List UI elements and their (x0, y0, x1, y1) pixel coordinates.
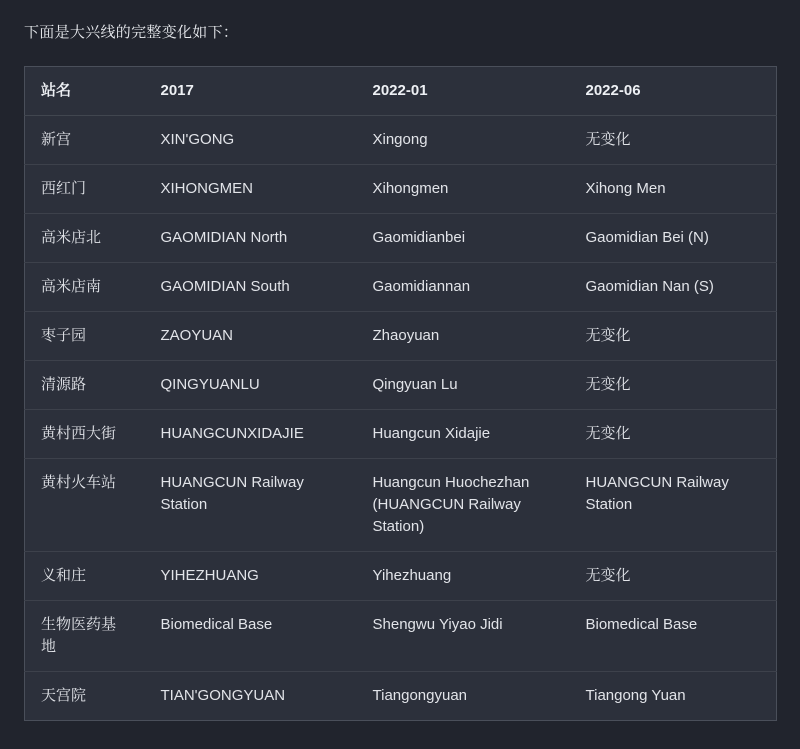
header-cell: 站名 (25, 67, 145, 116)
table-header-row (25, 67, 777, 116)
table-cell: TIAN'GONGYUAN (145, 672, 357, 721)
table-cell: Gaomidian Bei (N) (570, 214, 777, 263)
station-changes-table (24, 66, 777, 721)
page-title: 下面是大兴线的完整变化如下： (24, 24, 239, 41)
table-cell: Biomedical Base (570, 601, 777, 672)
table-row (25, 459, 777, 552)
table-row (25, 165, 777, 214)
header-cell: 2022-06 (570, 67, 777, 116)
table-cell: HUANGCUN Railway Station (570, 459, 777, 552)
table-cell: Gaomidiannan (357, 263, 570, 312)
table-cell: Xihong Men (570, 165, 777, 214)
table-cell: 黄村西大街 (25, 410, 145, 459)
table-cell: 义和庄 (25, 552, 145, 601)
table-cell: 黄村火车站 (25, 459, 145, 552)
table-cell: Shengwu Yiyao Jidi (357, 601, 570, 672)
table-cell: 清源路 (25, 361, 145, 410)
table-cell: 无变化 (585, 131, 631, 148)
table-row (25, 410, 777, 459)
table-cell: 高米店北 (25, 214, 145, 263)
header-cell: 2017 (145, 67, 357, 116)
table-cell: 无变化 (570, 410, 777, 459)
table-row (25, 601, 777, 672)
header-cell: 2022-01 (357, 67, 570, 116)
table-cell: Huangcun Xidajie (357, 410, 570, 459)
table-cell: Tiangong Yuan (570, 672, 777, 721)
table-cell: 新宫 (41, 131, 72, 148)
table-row (25, 116, 777, 165)
table-cell: XIHONGMEN (145, 165, 357, 214)
table-row (25, 263, 777, 312)
table-cell: 无变化 (570, 361, 777, 410)
table-cell: ZAOYUAN (145, 312, 357, 361)
table-cell: QINGYUANLU (145, 361, 357, 410)
table-cell: GAOMIDIAN South (145, 263, 357, 312)
table-cell: Huangcun Huochezhan (HUANGCUN Railway Station) (357, 459, 570, 552)
table-cell: Zhaoyuan (357, 312, 570, 361)
table-cell: 西红门 (25, 165, 145, 214)
table-cell: Biomedical Base (145, 601, 357, 672)
table-cell: Gaomidianbei (357, 214, 570, 263)
table-cell: Gaomidian Nan (S) (570, 263, 777, 312)
table-cell: Xingong (372, 131, 428, 148)
table-cell: GAOMIDIAN North (145, 214, 357, 263)
table-cell: 高米店南 (25, 263, 145, 312)
table-row (25, 361, 777, 410)
table-cell: HUANGCUN Railway Station (145, 459, 357, 552)
table-row (25, 214, 777, 263)
table-cell: 枣子园 (25, 312, 145, 361)
table-body (25, 116, 777, 721)
table-cell: 无变化 (570, 552, 777, 601)
table-cell: Xihongmen (357, 165, 570, 214)
table-cell: XIN'GONG (160, 131, 235, 148)
table-row (25, 672, 777, 721)
table-cell: 无变化 (570, 312, 777, 361)
table-cell: 生物医药基地 (25, 601, 145, 672)
table-cell: Qingyuan Lu (357, 361, 570, 410)
table-cell: 天宫院 (25, 672, 145, 721)
table-row (25, 552, 777, 601)
table-row (25, 312, 777, 361)
table-cell: Yihezhuang (357, 552, 570, 601)
table-cell: Tiangongyuan (357, 672, 570, 721)
table-cell: HUANGCUNXIDAJIE (145, 410, 357, 459)
table-cell: YIHEZHUANG (145, 552, 357, 601)
